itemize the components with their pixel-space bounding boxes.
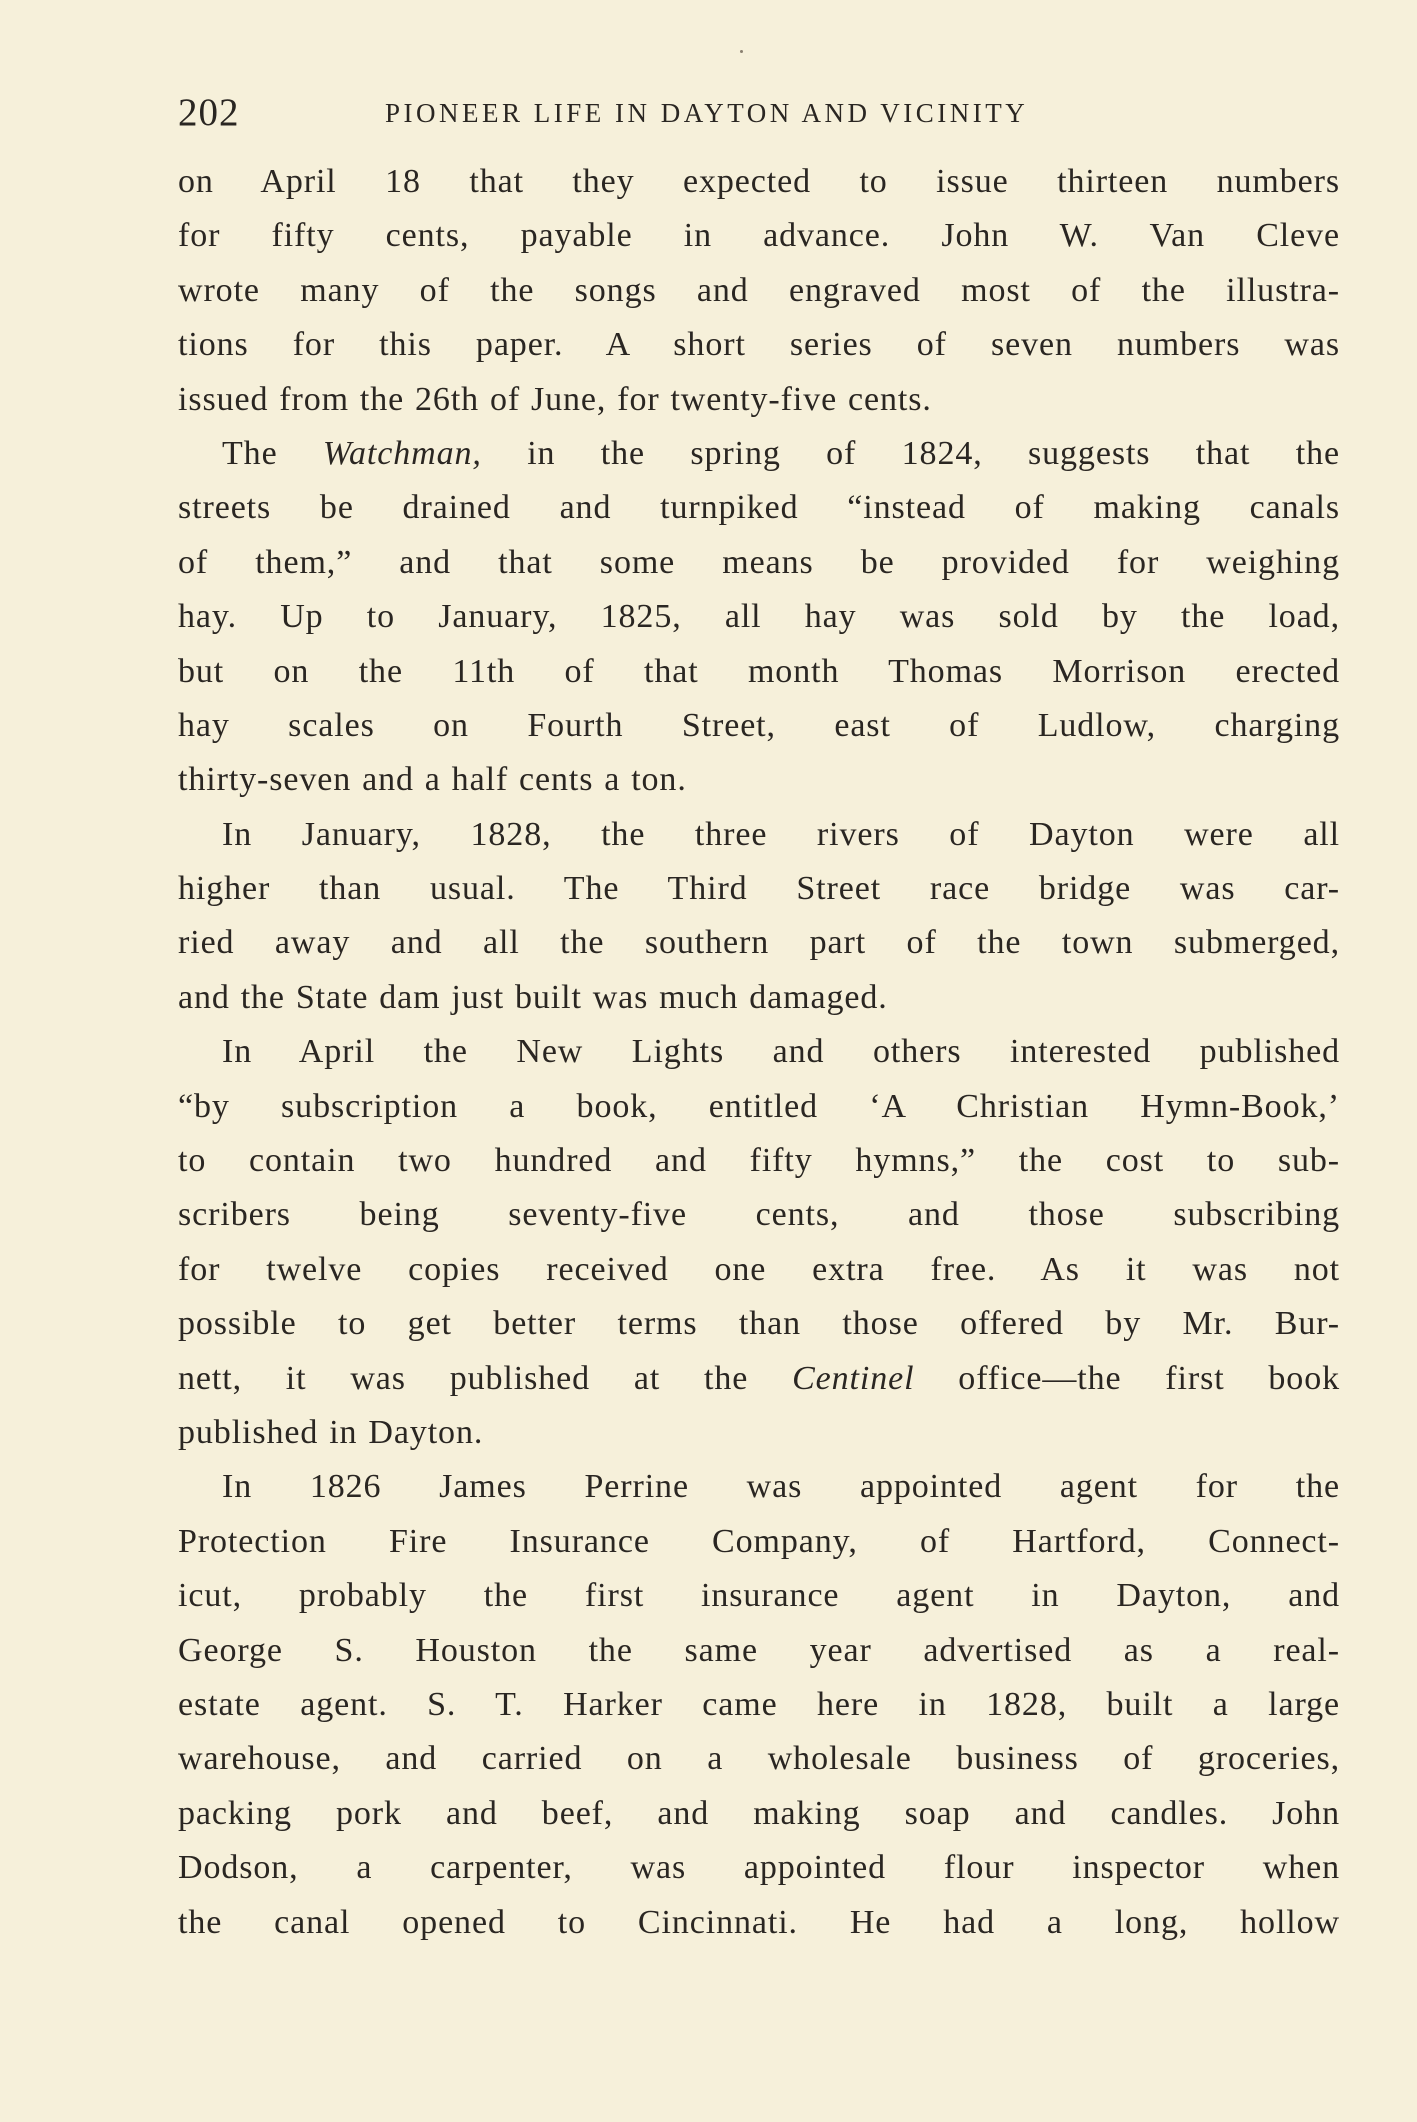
text-line: Dodson, a carpenter, was appointed flour inspector when [178,1849,1340,1887]
text-line: scribers being seventy-five cents, and those subscribing [178,1196,1340,1234]
text-line [178,427,1340,481]
text-line: estate agent. S. T. Harker came here in 1828, built a large [178,1685,1340,1723]
text-line: Protection Fire Insurance Company, of Hartford, Connect- [178,1522,1340,1560]
text-line: streets be drained and turnpiked “instead of making canals [178,489,1340,527]
text-line: ried away and all the southern part of the town submerged, [178,924,1340,962]
running-header [178,88,1178,138]
text-run: nett, it was published at the [178,1359,793,1397]
paper-speck [740,50,743,53]
text-line: but on the 11th of that month Thomas Morrison erected [178,652,1340,690]
text-line: on April 18 that they expected to issue thirteen numbers [178,163,1340,200]
text-line: hay. Up to January, 1825, all hay was sold by the load, [178,598,1340,636]
page-number: 202 [178,91,240,134]
text-line [178,1352,1340,1406]
text-line: thirty-seven and a half cents a ton. [178,761,687,799]
text-line: and the State dam just built was much damaged. [178,978,888,1016]
text-line: icut, probably the first insurance agent in Dayton, and [178,1577,1340,1615]
text-line: published in Dayton. [178,1413,484,1451]
text-line: hay scales on Fourth Street, east of Ludlow, charging [178,706,1340,744]
text-line: wrote many of the songs and engraved most of the illustra- [178,271,1340,309]
text-line: higher than usual. The Third Street race bridge was car- [178,870,1340,908]
body-text [178,155,1340,1950]
running-title: PIONEER LIFE IN DAYTON AND VICINITY [385,98,1029,128]
text-line: the canal opened to Cincinnati. He had a long, hollow [178,1903,1340,1941]
text-line: packing pork and beef, and making soap and candles. John [178,1794,1340,1832]
text-line: possible to get better terms than those offered by Mr. Bur- [178,1305,1340,1343]
text-line: tions for this paper. A short series of seven numbers was [178,326,1340,364]
text-line: warehouse, and carried on a wholesale business of groceries, [178,1740,1340,1778]
text-line: of them,” and that some means be provided for weighing [178,543,1340,581]
text-line: In April the New Lights and others interested published [222,1033,1340,1071]
newspaper-title: Watchman, [322,434,482,472]
text-run: The [222,434,323,472]
text-line: In January, 1828, the three rivers of Dayton were all [222,815,1340,853]
text-line: to contain two hundred and fifty hymns,” the cost to sub- [178,1142,1340,1180]
text-line: George S. Houston the same year advertised as a real- [178,1631,1340,1669]
text-line: issued from the 26th of June, for twenty-five cents. [178,380,932,418]
text-run: office—the first book [914,1359,1340,1397]
text-line: “by subscription a book, entitled ‘A Christian Hymn-Book,’ [178,1087,1340,1125]
text-line: In 1826 James Perrine was appointed agent for the [222,1468,1340,1506]
text-run: in the spring of 1824, suggests that the [481,434,1340,472]
text-line: for fifty cents, payable in advance. John W. Van Cleve [178,217,1340,255]
newspaper-title: Centinel [792,1359,915,1397]
text-line: for twelve copies received one extra free. As it was not [178,1250,1340,1288]
